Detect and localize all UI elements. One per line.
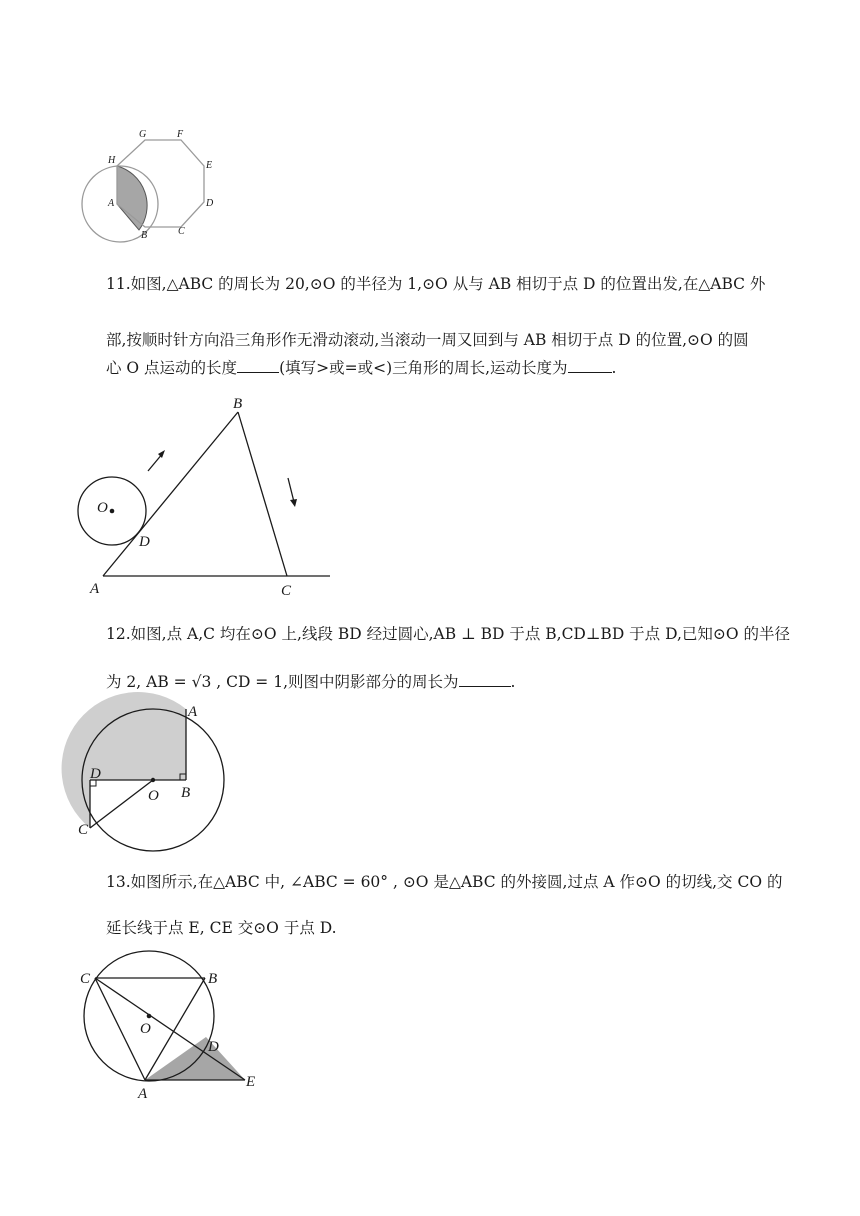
q11-line-1: 11.如图,△ABC 的周长为 20,⊙O 的半径为 1,⊙O 从与 AB 相切于点 D 的位置出发,在△ABC 外 <box>106 275 766 293</box>
label-c: C <box>80 971 91 987</box>
label-a: A <box>138 1086 148 1102</box>
label-e: E <box>246 1074 256 1090</box>
label-o: O <box>148 788 159 804</box>
circle-shaded-svg <box>70 700 240 865</box>
center-dot <box>147 1014 152 1019</box>
label-d: D <box>206 198 214 209</box>
q11-line-3b: (填写>或=或<)三角形的周长,运动长度为 <box>279 359 568 377</box>
figure-circle-shaded <box>70 700 240 865</box>
label-e: E <box>206 160 213 171</box>
label-a: A <box>108 198 115 209</box>
center-dot <box>151 778 155 782</box>
octagon-circle-svg <box>70 120 230 250</box>
q13-line-1: 13.如图所示,在△ABC 中, ∠ABC = 60° , ⊙O 是△ABC 的外接圆,过点 A 作⊙O 的切线,交 CO 的 <box>106 873 783 891</box>
arrow-down <box>288 478 294 502</box>
shaded-sector <box>117 166 147 230</box>
figure-circumcircle-tangent <box>70 955 270 1105</box>
label-c: C <box>78 822 89 838</box>
q12-blank[interactable] <box>459 672 511 687</box>
label-o: O <box>140 1021 151 1037</box>
arrow-down-head <box>290 499 297 507</box>
label-f: F <box>177 129 184 140</box>
label-c: C <box>178 226 185 237</box>
label-b: B <box>233 396 243 412</box>
figure-octagon-circle <box>70 120 230 250</box>
q11-line-3c: . <box>611 359 617 377</box>
q12-line-2b: . <box>510 673 516 691</box>
label-d: D <box>208 1039 219 1055</box>
segment-ca <box>95 978 145 1080</box>
triangle-svg <box>70 390 340 605</box>
q12-line-2 <box>106 670 796 694</box>
label-h: H <box>108 155 116 166</box>
segment-oc <box>90 780 153 828</box>
q12-line-1: 12.如图,点 A,C 均在⊙O 上,线段 BD 经过圆心,AB ⊥ BD 于点 B,CD⊥BD 于点 D,已知⊙O 的半径 <box>106 625 791 643</box>
label-b: B <box>141 230 148 241</box>
q11-line-3 <box>106 356 796 380</box>
label-g: G <box>139 129 147 140</box>
q11-line-3a: 心 O 点运动的长度 <box>106 359 238 377</box>
q11-line-2: 部,按顺时针方向沿三角形作无滑动滚动,当滚动一周又回到与 AB 相切于点 D 的位置,⊙O 的圆 <box>106 331 749 349</box>
side-ab <box>103 412 238 576</box>
label-o: O <box>97 500 108 516</box>
label-c: C <box>281 583 292 599</box>
shaded-region <box>62 692 186 828</box>
label-d: D <box>90 766 101 782</box>
label-d: D <box>139 534 150 550</box>
figure-triangle-rolling-circle <box>70 390 340 605</box>
circumcircle-svg <box>70 955 270 1105</box>
q12-line-2a: 为 2, AB = √3 , CD = 1,则图中阴影部分的周长为 <box>106 673 459 691</box>
q11-blank-1[interactable] <box>237 358 279 373</box>
label-b: B <box>181 785 191 801</box>
shaded-triangle <box>145 1037 245 1080</box>
label-b: B <box>208 971 218 987</box>
label-a: A <box>188 704 198 720</box>
q13-line-2: 延长线于点 E, CE 交⊙O 于点 D. <box>106 919 337 937</box>
label-a: A <box>90 581 100 597</box>
side-bc <box>238 412 287 576</box>
q11-blank-2[interactable] <box>568 358 612 373</box>
center-dot <box>110 509 115 514</box>
